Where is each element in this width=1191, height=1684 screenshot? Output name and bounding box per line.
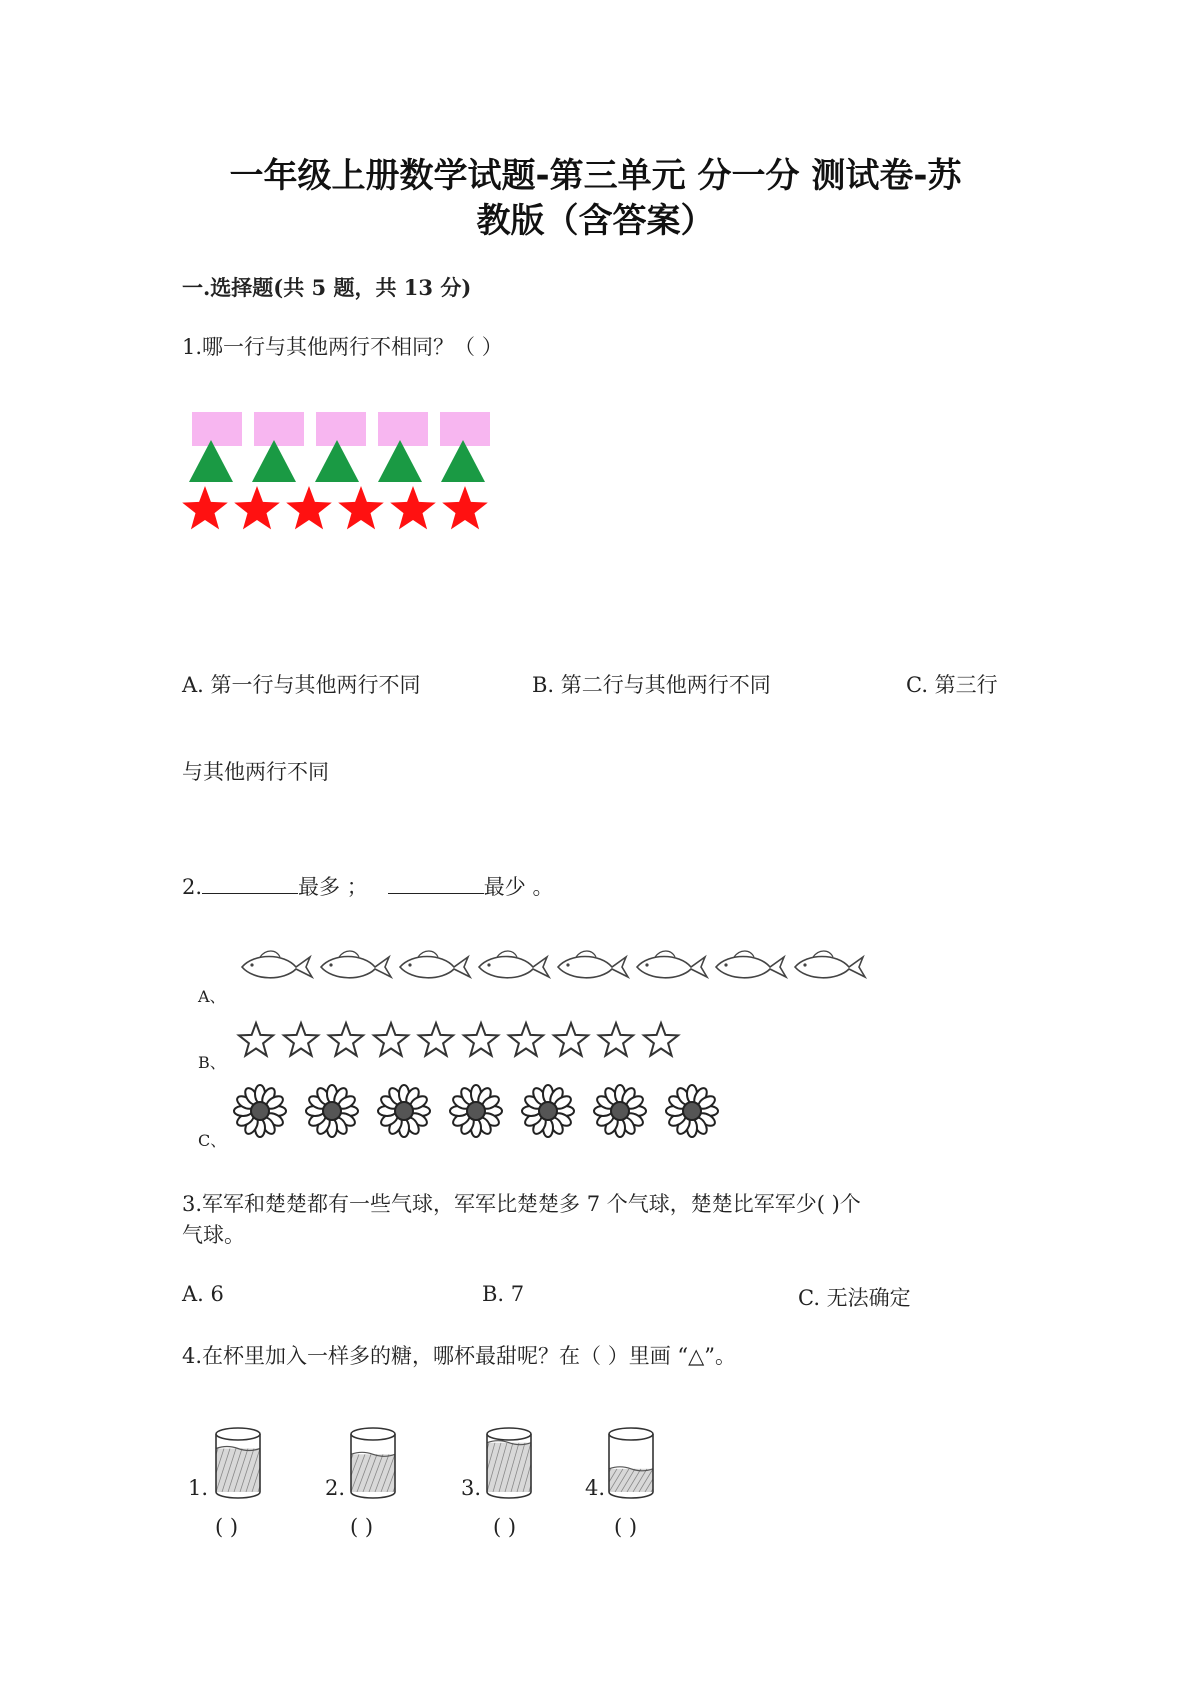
fish-icon bbox=[242, 951, 312, 978]
q1-option-c[interactable]: C. 第三行 bbox=[906, 673, 998, 697]
cup-2-answer[interactable]: ( ) bbox=[350, 1515, 374, 1539]
cup-1-answer[interactable]: ( ) bbox=[215, 1515, 239, 1539]
pink-square bbox=[440, 412, 490, 446]
outline-star-icon bbox=[284, 1023, 318, 1056]
q3-stem-line2: 气球。 bbox=[182, 1223, 245, 1247]
q2-items-figure bbox=[240, 945, 940, 1145]
fish-icon bbox=[637, 951, 707, 978]
q1-option-b[interactable]: B. 第二行与其他两行不同 bbox=[532, 673, 771, 697]
green-triangle bbox=[378, 440, 422, 482]
outline-star-icon bbox=[644, 1023, 678, 1056]
flower-icon bbox=[522, 1085, 574, 1137]
red-star bbox=[234, 486, 280, 529]
green-triangle bbox=[441, 440, 485, 482]
q3-option-b[interactable]: B. 7 bbox=[482, 1282, 525, 1306]
red-star bbox=[338, 486, 384, 529]
outline-star-icon bbox=[329, 1023, 363, 1056]
page-title-line1: 一年级上册数学试题-第三单元 分一分 测试卷-苏 bbox=[229, 156, 962, 196]
outline-star-icon bbox=[464, 1023, 498, 1056]
red-star bbox=[286, 486, 332, 529]
q1-option-a[interactable]: A. 第一行与其他两行不同 bbox=[182, 673, 421, 697]
q2-row-flowers bbox=[234, 1085, 718, 1137]
outline-star-icon bbox=[239, 1023, 273, 1056]
q4-stem: 4.在杯里加入一样多的糖，哪杯最甜呢？在（ ）里画 “△”。 bbox=[182, 1344, 737, 1368]
q1-row-stars bbox=[182, 486, 488, 529]
outline-star-icon bbox=[419, 1023, 453, 1056]
q1-shapes-figure bbox=[185, 408, 525, 578]
q2-most-text: 最多 ； bbox=[298, 875, 368, 899]
cup-1-label: 1. bbox=[188, 1476, 209, 1500]
q1-row-squares bbox=[192, 412, 490, 446]
q1-option-c-continued: 与其他两行不同 bbox=[182, 760, 329, 784]
fish-icon bbox=[795, 951, 865, 978]
q2-row-b-label: B、 bbox=[198, 1053, 226, 1072]
q3-option-a[interactable]: A. 6 bbox=[182, 1282, 224, 1306]
pink-square bbox=[192, 412, 242, 446]
cup-4-label: 4. bbox=[585, 1476, 606, 1500]
fish-icon bbox=[400, 951, 470, 978]
pink-square bbox=[316, 412, 366, 446]
green-triangle bbox=[189, 440, 233, 482]
q2-row-c-label: C、 bbox=[198, 1131, 227, 1150]
q2-row-stars bbox=[239, 1023, 678, 1056]
q1-stem: 1.哪一行与其他两行不相同？（ ） bbox=[182, 335, 503, 359]
red-star bbox=[390, 486, 436, 529]
q4-cups-figure bbox=[0, 1420, 1191, 1520]
cup-3-label: 3. bbox=[461, 1476, 482, 1500]
section-heading: 一.选择题(共 5 题，共 13 分) bbox=[182, 275, 472, 300]
flower-icon bbox=[378, 1085, 430, 1137]
red-star bbox=[442, 486, 488, 529]
cup-3-answer[interactable]: ( ) bbox=[493, 1515, 517, 1539]
cup-icon bbox=[168, 1428, 284, 1498]
flower-icon bbox=[306, 1085, 358, 1137]
flower-icon bbox=[450, 1085, 502, 1137]
q2-blank-least[interactable] bbox=[388, 873, 484, 894]
fish-icon bbox=[716, 951, 786, 978]
q2-number: 2. bbox=[182, 875, 203, 899]
page-title-line2: 教版（含答案） bbox=[476, 201, 715, 241]
pink-square bbox=[378, 412, 428, 446]
green-triangle bbox=[252, 440, 296, 482]
fish-icon bbox=[479, 951, 549, 978]
fish-icon bbox=[558, 951, 628, 978]
flower-icon bbox=[234, 1085, 286, 1137]
fish-icon bbox=[321, 951, 391, 978]
pink-square bbox=[254, 412, 304, 446]
q2-row-a-label: A、 bbox=[198, 987, 226, 1006]
outline-star-icon bbox=[374, 1023, 408, 1056]
flower-icon bbox=[594, 1085, 646, 1137]
q3-stem-line1: 3.军军和楚楚都有一些气球，军军比楚楚多 7 个气球，楚楚比军军少( )个 bbox=[182, 1192, 861, 1216]
q2-row-fish bbox=[242, 951, 865, 978]
green-triangle bbox=[315, 440, 359, 482]
outline-star-icon bbox=[554, 1023, 588, 1056]
cup-icon bbox=[303, 1428, 419, 1498]
q2-blank-most[interactable] bbox=[202, 873, 298, 894]
red-star bbox=[182, 486, 228, 529]
outline-star-icon bbox=[509, 1023, 543, 1056]
cup-icon bbox=[439, 1428, 555, 1498]
outline-star-icon bbox=[599, 1023, 633, 1056]
cup-2-label: 2. bbox=[325, 1476, 346, 1500]
q2-stem bbox=[182, 871, 553, 901]
q1-row-triangles bbox=[189, 440, 485, 482]
cup-4-answer[interactable]: ( ) bbox=[614, 1515, 638, 1539]
flower-icon bbox=[666, 1085, 718, 1137]
q2-least-text: 最少 。 bbox=[483, 875, 554, 899]
q3-option-c[interactable]: C. 无法确定 bbox=[798, 1286, 911, 1310]
cup-icon bbox=[561, 1428, 677, 1498]
